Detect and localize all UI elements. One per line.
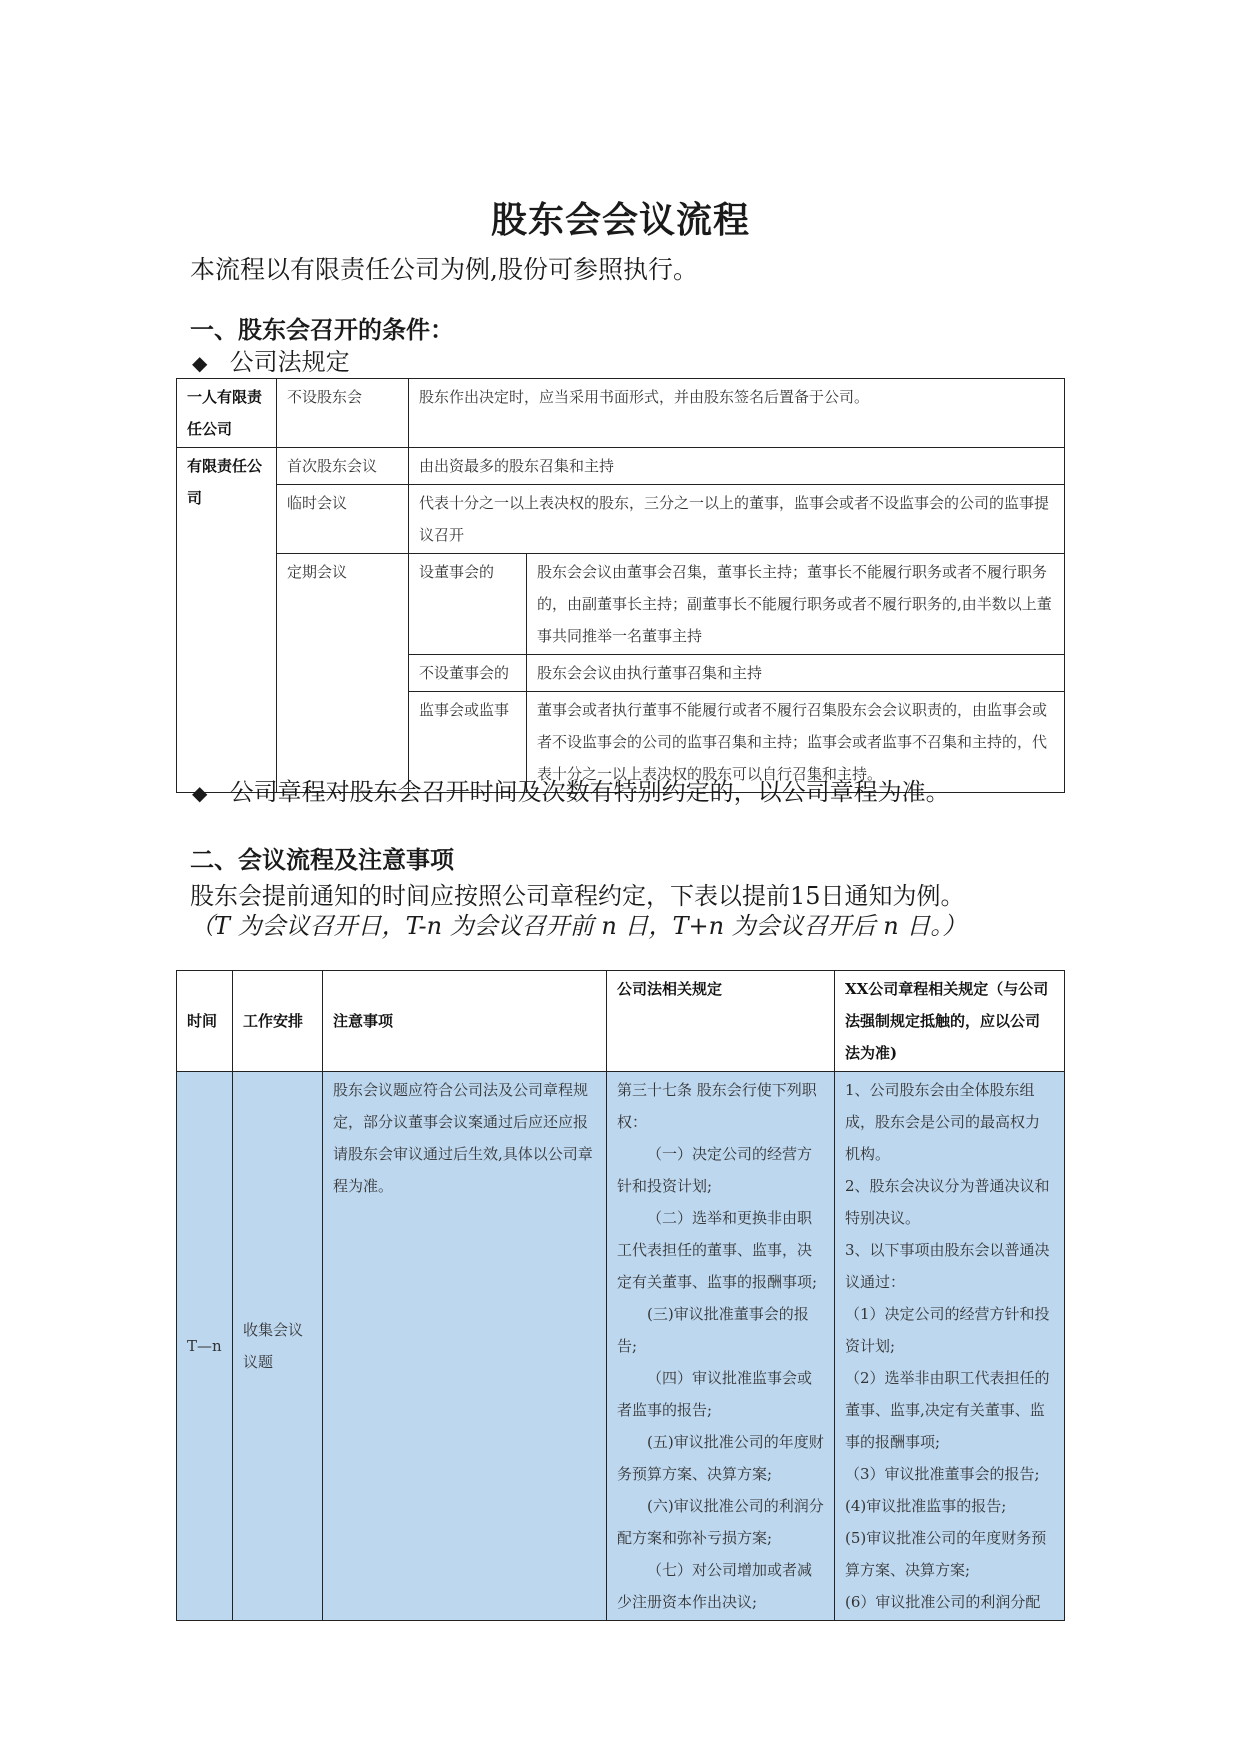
- diamond-bullet-icon: ◆: [192, 781, 208, 805]
- table-cell: T—n: [177, 1072, 233, 1621]
- list-item: （一）决定公司的经营方针和投资计划;: [617, 1145, 813, 1195]
- section2-paragraph: 股东会提前通知的时间应按照公司章程约定，下表以提前15日通知为例。: [190, 882, 965, 910]
- header-work: 工作安排: [233, 971, 323, 1072]
- table-cell: 有限责任公司: [177, 448, 277, 793]
- table-cell: 收集会议议题: [233, 1072, 323, 1621]
- table-cell: 由出资最多的股东召集和主持: [409, 448, 1065, 485]
- list-item: 1、公司股东会由全体股东组成，股东会是公司的最高权力机构。: [845, 1081, 1041, 1163]
- table-cell: 监事会或监事: [409, 692, 527, 793]
- charter-cell: [835, 1072, 1065, 1621]
- header-law: 公司法相关规定: [607, 971, 835, 1072]
- list-item: （1）决定公司的经营方针和投资计划;: [845, 1305, 1050, 1355]
- table-header-row: [177, 971, 1065, 1072]
- table-cell: 一人有限责任公司: [177, 379, 277, 448]
- section1-heading: 一、股东会召开的条件：: [190, 315, 454, 344]
- list-item: (4)审议批准监事的报告;: [845, 1497, 1007, 1515]
- table-cell: 股东会议题应符合公司法及公司章程规定，部分议董事会议案通过后应还应报请股东会审议通过后生效,具体以公司章程为准。: [323, 1072, 607, 1621]
- table-cell: 代表十分之一以上表决权的股东，三分之一以上的董事，监事会或者不设监事会的公司的监事提议召开: [409, 485, 1065, 554]
- table-row: [177, 554, 1065, 655]
- table-cell: 股东作出决定时，应当采用书面形式，并由股东签名后置备于公司。: [409, 379, 1065, 448]
- table-row: [177, 448, 1065, 485]
- list-item: （四）审议批准监事会或者监事的报告;: [617, 1369, 813, 1419]
- list-item: （3）审议批准董事会的报告;: [845, 1465, 1040, 1483]
- list-item: (6）审议批准公司的利润分配: [845, 1593, 1041, 1611]
- list-item: (六)审议批准公司的利润分配方案和弥补亏损方案;: [617, 1497, 824, 1547]
- table-cell: 董事会或者执行董事不能履行或者不履行召集股东会会议职责的，由监事会或者不设监事会的公司的监事召集和主持；监事会或者监事不召集和主持的，代表十分之一以上表决权的股东可以自行召集和主持。: [527, 692, 1065, 793]
- intro-text: 本流程以有限责任公司为例,股份可参照执行。: [190, 255, 698, 284]
- table-cell: 不设股东会: [277, 379, 409, 448]
- law-cell: [607, 1072, 835, 1621]
- table-row: [177, 1072, 1065, 1621]
- list-item: 3、以下事项由股东会以普通决议通过：: [845, 1241, 1050, 1291]
- header-notes: 注意事项: [323, 971, 607, 1072]
- table-cell: 设董事会的: [409, 554, 527, 655]
- table-row: [177, 379, 1065, 448]
- header-charter: XX公司章程相关规定（与公司法强制规定抵触的，应以公司法为准): [835, 971, 1065, 1072]
- table-cell: 首次股东会议: [277, 448, 409, 485]
- list-item: （二）选举和更换非由职工代表担任的董事、监事，决定有关董事、监事的报酬事项;: [617, 1209, 818, 1291]
- list-item: (三)审议批准董事会的报告;: [617, 1305, 809, 1355]
- bullet-text: 公司章程对股东会召开时间及次数有特别约定的，以公司章程为准。: [229, 778, 950, 806]
- table-cell: 股东会会议由董事会召集，董事长主持；董事长不能履行职务或者不履行职务的，由副董事长主持；副董事长不能履行职务或者不履行职务的,由半数以上董事共同推举一名董事主持: [527, 554, 1065, 655]
- list-item: （2）选举非由职工代表担任的董事、监事,决定有关董事、监事的报酬事项;: [845, 1369, 1050, 1451]
- conditions-table: [176, 378, 1065, 793]
- bullet-text: 公司法规定: [229, 348, 350, 376]
- bullet-company-law: [192, 342, 350, 377]
- table-cell: 不设董事会的: [409, 655, 527, 692]
- list-item: 2、股东会决议分为普通决议和特别决议。: [845, 1177, 1050, 1227]
- list-item: (五)审议批准公司的年度财务预算方案、决算方案;: [617, 1433, 824, 1483]
- list-item: (5)审议批准公司的年度财务预算方案、决算方案;: [845, 1529, 1047, 1579]
- bullet-charter: [192, 772, 950, 807]
- table-row: [177, 485, 1065, 554]
- process-table: [176, 970, 1065, 1621]
- table-cell: 股东会会议由执行董事召集和主持: [527, 655, 1065, 692]
- section2-heading: 二、会议流程及注意事项: [190, 845, 454, 874]
- law-article-title: 第三十七条 股东会行使下列职权：: [617, 1081, 817, 1131]
- diamond-bullet-icon: ◆: [192, 351, 208, 375]
- list-item: （七）对公司增加或者减少注册资本作出决议;: [617, 1561, 813, 1611]
- table-cell: 定期会议: [277, 554, 409, 793]
- document-title: 股东会会议流程: [490, 199, 750, 241]
- header-time: 时间: [177, 971, 233, 1072]
- table-cell: 临时会议: [277, 485, 409, 554]
- section2-note: （T 为会议召开日，T-n 为会议召开前 n 日，T+n 为会议召开后 n 日。）: [190, 912, 967, 940]
